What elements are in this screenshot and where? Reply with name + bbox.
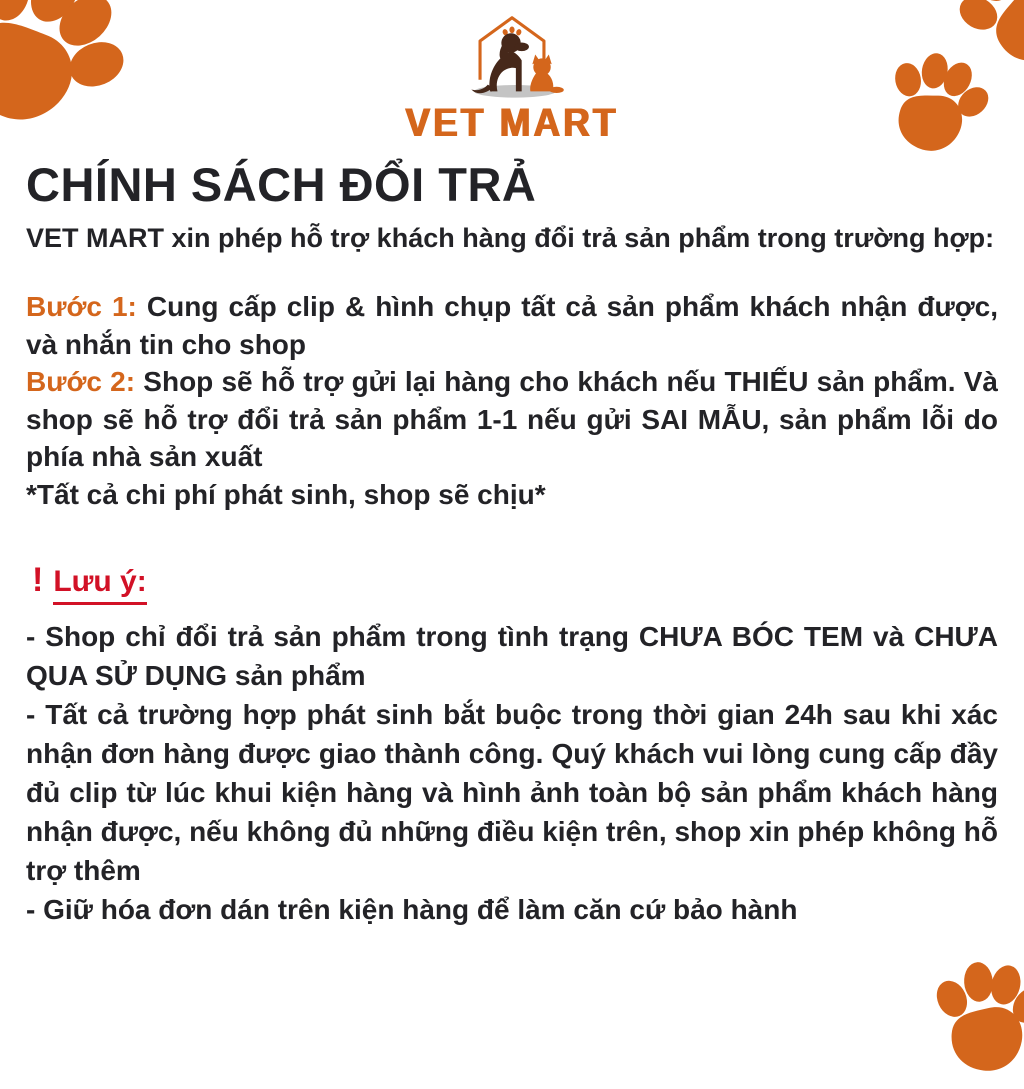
step-1-paragraph xyxy=(26,288,998,363)
cat-icon xyxy=(530,55,564,93)
step-1-text: Cung cấp clip & hình chụp tất cả sản phẩm khách nhận được, và nhắn tin cho shop xyxy=(26,291,998,360)
paw-print-icon xyxy=(918,949,1024,1089)
note-item: - Shop chỉ đổi trả sản phẩm trong tình trạng CHƯA BÓC TEM và CHƯA QUA SỬ DỤNG sản phẩm xyxy=(26,621,998,692)
step-1-label: Bước 1: xyxy=(26,291,137,323)
logo-art-icon xyxy=(427,10,597,102)
policy-content xyxy=(0,158,1024,929)
steps-section xyxy=(26,288,998,513)
brand-name: VET MART xyxy=(405,100,619,145)
step-2-paragraph xyxy=(26,363,998,476)
notes-heading xyxy=(26,561,998,605)
notes-section xyxy=(26,561,998,929)
intro-text: VET MART xin phép hỗ trợ khách hàng đổi trả sản phẩm trong trường hợp: xyxy=(26,223,995,254)
page-title: CHÍNH SÁCH ĐỔI TRẢ xyxy=(26,158,537,211)
exclamation-icon: ! xyxy=(32,561,44,600)
notes-heading-label: Lưu ý: xyxy=(53,565,146,605)
step-2-text: Shop sẽ hỗ trợ gửi lại hàng cho khách nếu THIẾU sản phẩm. Và shop sẽ hỗ trợ đổi trả sản phẩm 1-1 nếu gửi SAI MẪU, sản phẩm lỗi do phía nhà sản xuất xyxy=(26,366,999,473)
brand-logo xyxy=(0,0,1024,144)
fee-note: *Tất cả chi phí phát sinh, shop sẽ chịu* xyxy=(26,478,546,510)
step-2-label: Bước 2: xyxy=(26,366,136,398)
note-item: - Giữ hóa đơn dán trên kiện hàng để làm căn cứ bảo hành xyxy=(26,894,798,926)
note-item: - Tất cả trường hợp phát sinh bắt buộc trong thời gian 24h sau khi xác nhận đơn hàng được giao thành công. Quý khách vui lòng cung cấp đầy đủ clip từ lúc khui kiện hàng và hình ảnh toàn bộ sản phẩm khách hàng nhận được, nếu không đủ những điều kiện trên, shop xin phép không hỗ trợ thêm xyxy=(26,699,998,887)
